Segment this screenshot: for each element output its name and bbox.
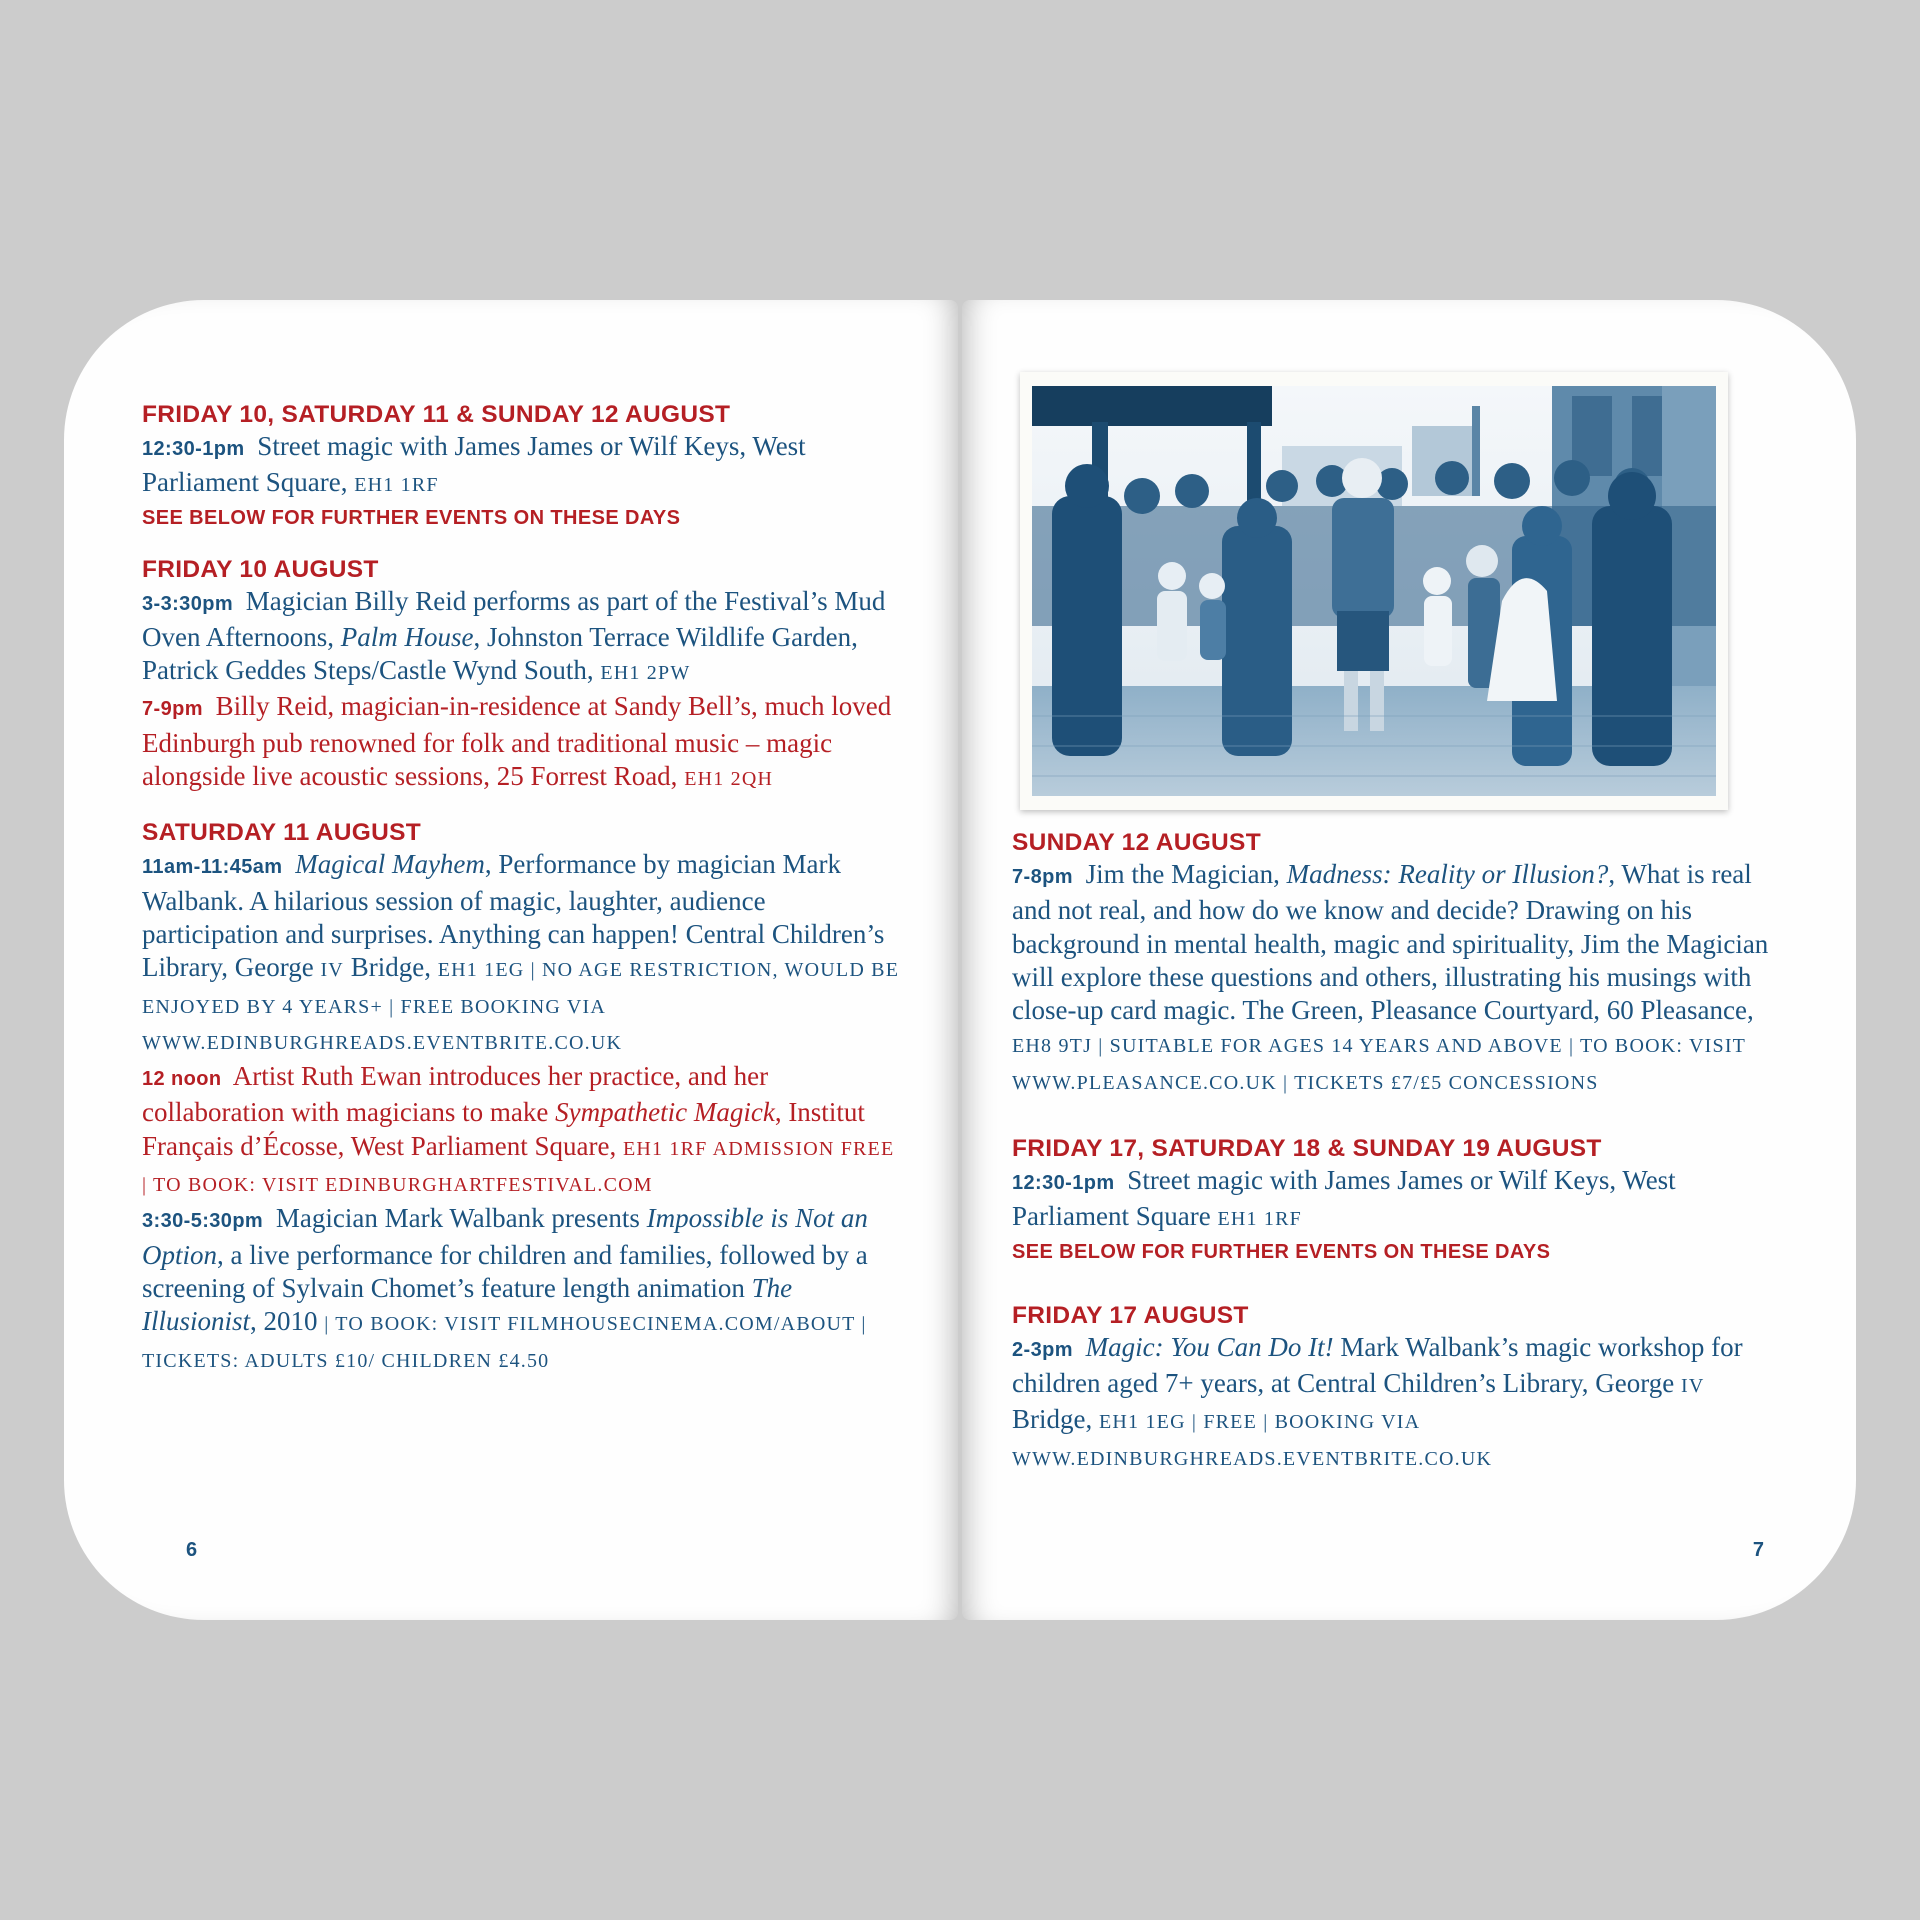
event-time: 12:30-1pm [1012, 1172, 1115, 1195]
section-heading: FRIDAY 10, SATURDAY 11 & SUNDAY 12 AUGUST [142, 401, 731, 428]
event-title: Magical Mayhem [295, 849, 485, 880]
event-time: 12 noon [142, 1068, 222, 1091]
event-postcode: EH1 1RF [354, 474, 439, 497]
event-postcode: EH1 1RF [1217, 1208, 1302, 1231]
event-entry [142, 848, 902, 1060]
event-title: The Illusionist [142, 1272, 793, 1337]
event-time: 2-3pm [1012, 1338, 1073, 1361]
section-heading: FRIDAY 17 AUGUST [1012, 1301, 1249, 1329]
event-text: , What is real and not real, and how do we know and decide? Drawing on his background in mental health, magic and spirituality, Jim the Magician will explore these questions and others, illustrating his musings with close-up card magic. The Green, Pleasance Courtyard, 60 Pleasance, [1012, 859, 1769, 1026]
page-number: 7 [1752, 1539, 1764, 1561]
event-text: Street magic with James James or Wilf Keys, West Parliament Square, [142, 431, 806, 498]
event-time: 7-9pm [142, 698, 203, 721]
event-entry [142, 1202, 902, 1377]
event-text: , 2010 [250, 1306, 318, 1337]
event-details: EH1 1EG | NO AGE RESTRICTION, WOULD BE ENJOYED BY 4 YEARS+ | FREE BOOKING VIA WWW.EDINBURGHREADS.EVENTBRITE.CO.UK [142, 959, 900, 1054]
event-time: 7-8pm [1012, 866, 1073, 888]
event-entry [142, 1060, 902, 1202]
event-entry [1012, 1331, 1772, 1476]
section-heading: FRIDAY 17, SATURDAY 18 & SUNDAY 19 AUGUST [1012, 1135, 1602, 1163]
section-fri10-sat11-sun12 [142, 400, 902, 533]
event-time: 3:30-5:30pm [142, 1210, 264, 1233]
event-entry [142, 430, 902, 503]
section-heading: FRIDAY 10 AUGUST [142, 555, 379, 583]
event-title: Palm House [340, 621, 474, 652]
event-text: Jim the Magician, [1085, 859, 1280, 889]
left-page-content [142, 400, 902, 1400]
event-details: EH1 1EG | FREE | BOOKING VIA WWW.EDINBURGHREADS.EVENTBRITE.CO.UK [1012, 1411, 1493, 1470]
event-text: Bridge, [350, 952, 431, 983]
event-time: 12:30-1pm [142, 438, 245, 460]
event-details: EH1 1RF ADMISSION FREE | TO BOOK: VISIT EDINBURGHARTFESTIVAL.COM [142, 1137, 895, 1197]
further-events-note: SEE BELOW FOR FURTHER EVENTS ON THESE DAYS [142, 506, 681, 529]
event-smallcaps: IV [320, 959, 344, 982]
street-magic-crowd-photo [1032, 386, 1716, 796]
event-time: 11am-11:45am [142, 856, 283, 879]
event-title: Magic: You Can Do It! [1085, 1331, 1334, 1362]
event-smallcaps: IV [1681, 1374, 1705, 1397]
section-fri17-sat18-sun19 [1012, 1134, 1772, 1267]
event-time: 3-3:30pm [142, 592, 234, 615]
section-friday-10 [142, 555, 902, 797]
event-text: Billy Reid, magician-in-residence at Sandy Bell’s, much loved Edinburgh pub renowned for folk and traditional music – magic alongside live acoustic sessions, 25 Forrest Road, [142, 691, 892, 792]
archival-photo [1020, 372, 1728, 810]
event-text: Magician Billy Reid performs as part of the Festival’s Mud Oven Afternoons, [142, 585, 886, 652]
event-text: , a live performance for children and families, followed by a screening of Sylvain Chomet’s feature length animation [142, 1239, 868, 1303]
section-saturday-11 [142, 818, 902, 1377]
event-text: , Performance by magician Mark Walbank. A hilarious session of magic, laughter, audience participation and surprises. Anything can happen! Central Children’s Library, George [142, 849, 885, 983]
page-right [962, 300, 1856, 1620]
event-entry [142, 585, 902, 691]
right-page-content [1012, 828, 1772, 1498]
section-friday-17 [1012, 1301, 1772, 1476]
event-postcode: EH1 2QH [684, 768, 774, 791]
event-text: , Johnston Terrace Wildlife Garden, Patrick Geddes Steps/Castle Wynd South, [142, 621, 858, 686]
event-entry [1012, 858, 1772, 1100]
event-text: , Institut Français d’Écosse, West Parliament Square, [142, 1097, 865, 1161]
page-left [64, 300, 958, 1620]
event-text: Street magic with James James or Wilf Keys, West Parliament Square [1012, 1165, 1676, 1232]
event-title: Madness: Reality or Illusion? [1286, 859, 1609, 889]
event-text: Bridge, [1012, 1404, 1093, 1435]
section-heading: SUNDAY 12 AUGUST [1012, 829, 1261, 856]
section-sunday-12 [1012, 828, 1772, 1100]
event-details: EH8 9TJ | SUITABLE FOR AGES 14 YEARS AND ABOVE | TO BOOK: VISIT WWW.PLEASANCE.CO.UK | TICKETS £7/£5 CONCESSIONS [1012, 1035, 1746, 1094]
event-text: Magician Mark Walbank presents [275, 1203, 640, 1234]
event-entry [142, 690, 902, 796]
event-postcode: EH1 2PW [600, 662, 691, 685]
event-title: Impossible is Not an Option [142, 1203, 868, 1270]
event-text: Artist Ruth Ewan introduces her practice, and her collaboration with magicians to make [142, 1061, 769, 1128]
section-heading: SATURDAY 11 AUGUST [142, 819, 422, 847]
event-entry [1012, 1164, 1772, 1237]
event-text: Mark Walbank’s magic workshop for children aged 7+ years, at Central Children’s Library, George [1012, 1331, 1743, 1398]
further-events-note: SEE BELOW FOR FURTHER EVENTS ON THESE DAYS [1012, 1240, 1551, 1263]
page-number: 6 [186, 1539, 198, 1561]
event-title: Sympathetic Magick [555, 1097, 775, 1128]
event-details: | TO BOOK: VISIT FILMHOUSECINEMA.COM/ABOUT | TICKETS: ADULTS £10/ CHILDREN £4.50 [142, 1313, 867, 1372]
